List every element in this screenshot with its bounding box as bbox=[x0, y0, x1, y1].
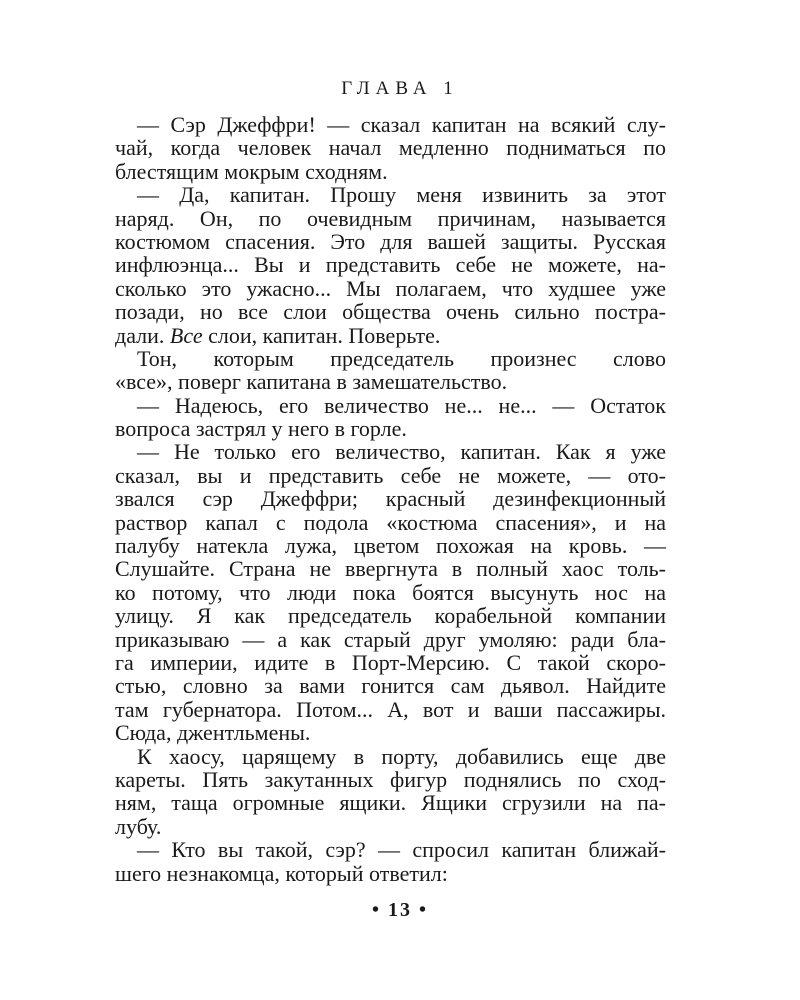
text-line: позади, но все слои общества очень сильно постра- bbox=[115, 299, 666, 325]
text-line: лубу. bbox=[115, 813, 162, 839]
chapter-heading: ГЛАВА 1 bbox=[341, 78, 459, 99]
text-line: костюмом спасения. Это для вашей защиты. Русская bbox=[115, 228, 666, 254]
text-line: Сюда, джентльмены. bbox=[115, 720, 311, 746]
text-line: сколько это ужасно... Мы полагаем, что худшее уже bbox=[115, 275, 666, 301]
text-line: — Кто вы такой, сэр? — спросил капитан ближай- bbox=[137, 837, 666, 863]
text-line: ко потому, что люди пока боятся высунуть нос на bbox=[115, 579, 666, 605]
text-line: Слушайте. Страна не ввергнута в полный хаос толь- bbox=[115, 556, 666, 582]
text-line-with-emphasis bbox=[115, 324, 666, 347]
text-line: — Не только его величество, капитан. Как я уже bbox=[137, 439, 666, 465]
text-line: звался сэр Джеффри; красный дезинфекционный bbox=[115, 486, 666, 512]
text-line: приказываю — а как старый друг умоляю: ради бла- bbox=[115, 626, 666, 652]
text-line: — Да, капитан. Прошу меня извинить за этот bbox=[137, 182, 666, 208]
text-line: Тон, которым председатель произнес слово bbox=[137, 345, 666, 371]
text-fragment: слои, капитан. Поверьте. bbox=[208, 322, 441, 348]
text-line: улицу. Я как председатель корабельной компании bbox=[115, 603, 666, 629]
text-line: «все», поверг капитана в замешательство. bbox=[115, 369, 508, 395]
text-line: чай, когда человек начал медленно подниматься по bbox=[115, 135, 666, 161]
text-line: наряд. Он, по очевидным причинам, называется bbox=[115, 205, 666, 231]
text-line: там губернатора. Потом... А, вот и ваши пассажиры. bbox=[115, 696, 666, 722]
text-line: вопроса застрял у него в горле. bbox=[115, 416, 407, 442]
text-line: — Сэр Джеффри! — сказал капитан на всякий слу- bbox=[137, 112, 666, 137]
text-line: стью, словно за вами гонится сам дьявол. Найдите bbox=[115, 673, 666, 699]
text-line: сказал, вы и представить себе не можете, — ото- bbox=[115, 462, 666, 488]
text-line: га империи, идите в Порт-Мерсию. С такой скоро- bbox=[115, 649, 666, 675]
text-line: раствор капал с подола «костюма спасения», и на bbox=[115, 509, 666, 535]
body-text bbox=[115, 113, 666, 885]
text-line: ням, таща огромные ящики. Ящики сгрузили на па- bbox=[115, 790, 666, 816]
text-line: блестящим мокрым сходням. bbox=[115, 158, 388, 184]
emphasized-word: Все bbox=[169, 322, 203, 348]
text-line: К хаосу, царящему в порту, добавились еще две bbox=[137, 743, 666, 769]
text-line: шего незнакомца, который ответил: bbox=[115, 860, 448, 886]
text-line: — Надеюсь, его величество не... не... — Остаток bbox=[137, 392, 666, 418]
text-line: кареты. Пять закутанных фигур поднялись по сход- bbox=[115, 766, 666, 792]
text-line: инфлюэнца... Вы и представить себе не можете, на- bbox=[115, 252, 666, 278]
text-fragment: дали. bbox=[115, 322, 165, 348]
page-number: • 13 • bbox=[371, 899, 428, 921]
text-line: палубу натекла лужа, цветом похожая на кровь. — bbox=[115, 533, 666, 559]
